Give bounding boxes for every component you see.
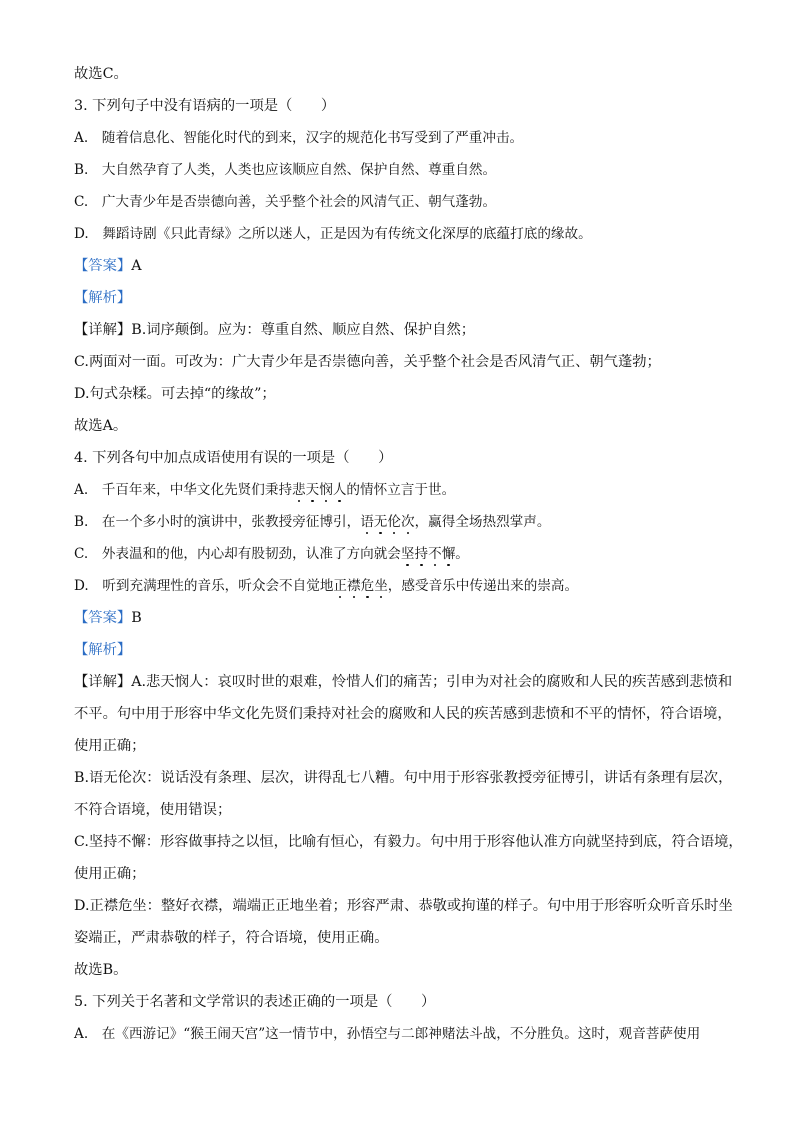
dotted-char: 悯 bbox=[319, 482, 333, 498]
option-text: ，赢得全场热烈掌声。 bbox=[414, 514, 551, 530]
dotted-char: 危 bbox=[360, 578, 375, 594]
detail-text: A.悲天悯人：哀叹时世的艰难，怜惜人们的痛苦；引申为对社会的腐败和人民的疾苦感到悲愤和 bbox=[131, 674, 733, 690]
q4-detail-line: 使用正确； bbox=[74, 866, 146, 882]
q3-analysis-tag: 【解析】 bbox=[74, 290, 132, 306]
detail-text: B.词序颠倒。应为：尊重自然、顺应自然、保护自然； bbox=[131, 322, 476, 338]
dotted-char: 襟 bbox=[347, 578, 361, 594]
dotted-char: 持 bbox=[414, 546, 429, 562]
q4-option-b bbox=[74, 512, 551, 532]
dotted-char: 伦 bbox=[387, 514, 401, 530]
option-text: D. 听到充满理性的音乐，听众会不自觉地 bbox=[74, 578, 334, 594]
answer-tag: 【答案】 bbox=[74, 610, 132, 626]
q3-option-d: D. 舞蹈诗剧《只此青绿》之所以迷人，正是因为有传统文化深厚的底蕴打底的缘故。 bbox=[74, 226, 592, 242]
detail-tag: 【详解】 bbox=[74, 322, 132, 338]
q3-detail-line: D.句式杂糅。可去掉“的缘故”； bbox=[74, 386, 276, 402]
q4-detail-line: C.坚持不懈：形容做事持之以恒，比喻有恒心，有毅力。句中用于形容他认准方向就坚持到底，符合语境， bbox=[74, 834, 743, 850]
q4-detail-line: 姿端正，严肃恭敬的样子，符合语境，使用正确。 bbox=[74, 930, 389, 946]
q4-detail-line: 使用正确； bbox=[74, 738, 146, 754]
q3-answer bbox=[74, 256, 142, 276]
option-text: C. 外表温和的他，内心却有股韧劲，认准了方向就会 bbox=[74, 546, 401, 562]
q3-stem: 3. 下列句子中没有语病的一项是（ ） bbox=[74, 98, 336, 114]
dotted-char: 无 bbox=[373, 514, 388, 530]
dotted-char: 坐 bbox=[374, 578, 388, 594]
answer-value: B bbox=[131, 610, 142, 626]
q2-choose: 故选C。 bbox=[74, 66, 128, 82]
q4-detail-line: B.语无伦次：说话没有条理、层次，讲得乱七八糟。句中用于形容张教授旁征博引，讲话有条理有层次， bbox=[74, 770, 733, 786]
q4-answer bbox=[74, 608, 142, 628]
q4-choose: 故选B。 bbox=[74, 962, 128, 978]
q4-detail-line bbox=[74, 672, 732, 692]
option-text: 。 bbox=[455, 546, 469, 562]
q3-option-c: C. 广大青少年是否崇德向善，关乎整个社会的风清气正、朝气蓬勃。 bbox=[74, 194, 497, 210]
q3-option-a: A. 随着信息化、智能化时代的到来，汉字的规范化书写受到了严重冲击。 bbox=[74, 130, 524, 146]
option-text: 的情怀立言于世。 bbox=[346, 482, 456, 498]
q4-detail-line: 不符合语境，使用错误； bbox=[74, 802, 232, 818]
detail-tag: 【详解】 bbox=[74, 674, 132, 690]
dotted-char: 懈 bbox=[441, 546, 456, 562]
dotted-char: 坚 bbox=[400, 546, 415, 562]
q5-option-a: A. 在《西游记》“猴王闹天宫”这一情节中，孙悟空与二郎神赌法斗战，不分胜负。这时，观音菩萨使用 bbox=[74, 1026, 701, 1042]
q3-detail-line: C.两面对一面。可改为：广大青少年是否崇德向善，关乎整个社会是否风清气正、朝气蓬勃； bbox=[74, 354, 661, 370]
q4-option-d bbox=[74, 576, 578, 596]
dotted-char: 悲 bbox=[292, 482, 306, 498]
option-text: A. 千百年来，中华文化先贤们秉持 bbox=[74, 482, 293, 498]
dotted-char: 语 bbox=[360, 514, 374, 530]
dotted-char: 不 bbox=[428, 546, 442, 562]
q4-detail-line: D.正襟危坐：整好衣襟，端端正正地坐着；形容严肃、恭敬或拘谨的样子。句中用于形容听众听音乐时坐 bbox=[74, 898, 733, 914]
q4-option-a bbox=[74, 480, 455, 500]
dotted-char: 正 bbox=[333, 578, 348, 594]
dotted-char: 人 bbox=[332, 482, 347, 498]
dotted-char: 天 bbox=[305, 482, 320, 498]
q3-choose: 故选A。 bbox=[74, 418, 128, 434]
dotted-char: 次 bbox=[400, 514, 415, 530]
q4-analysis-tag: 【解析】 bbox=[74, 642, 132, 658]
q4-detail-line: 不平。句中用于形容中华文化先贤们秉持对社会的腐败和人民的疾苦感到悲愤和不平的情怀，符合语境， bbox=[74, 706, 732, 722]
q3-option-b: B. 大自然孕育了人类，人类也应该顺应自然、保护自然、尊重自然。 bbox=[74, 162, 497, 178]
answer-value: A bbox=[131, 258, 142, 274]
q5-stem: 5. 下列关于名著和文学常识的表述正确的一项是（ ） bbox=[74, 994, 436, 1010]
q4-stem: 4. 下列各句中加点成语使用有误的一项是（ ） bbox=[74, 450, 393, 466]
option-text: ，感受音乐中传递出来的崇高。 bbox=[387, 578, 579, 594]
q4-option-c bbox=[74, 544, 469, 564]
option-text: B. 在一个多小时的演讲中，张教授旁征博引， bbox=[74, 514, 361, 530]
answer-tag: 【答案】 bbox=[74, 258, 132, 274]
q3-detail-line bbox=[74, 320, 475, 340]
